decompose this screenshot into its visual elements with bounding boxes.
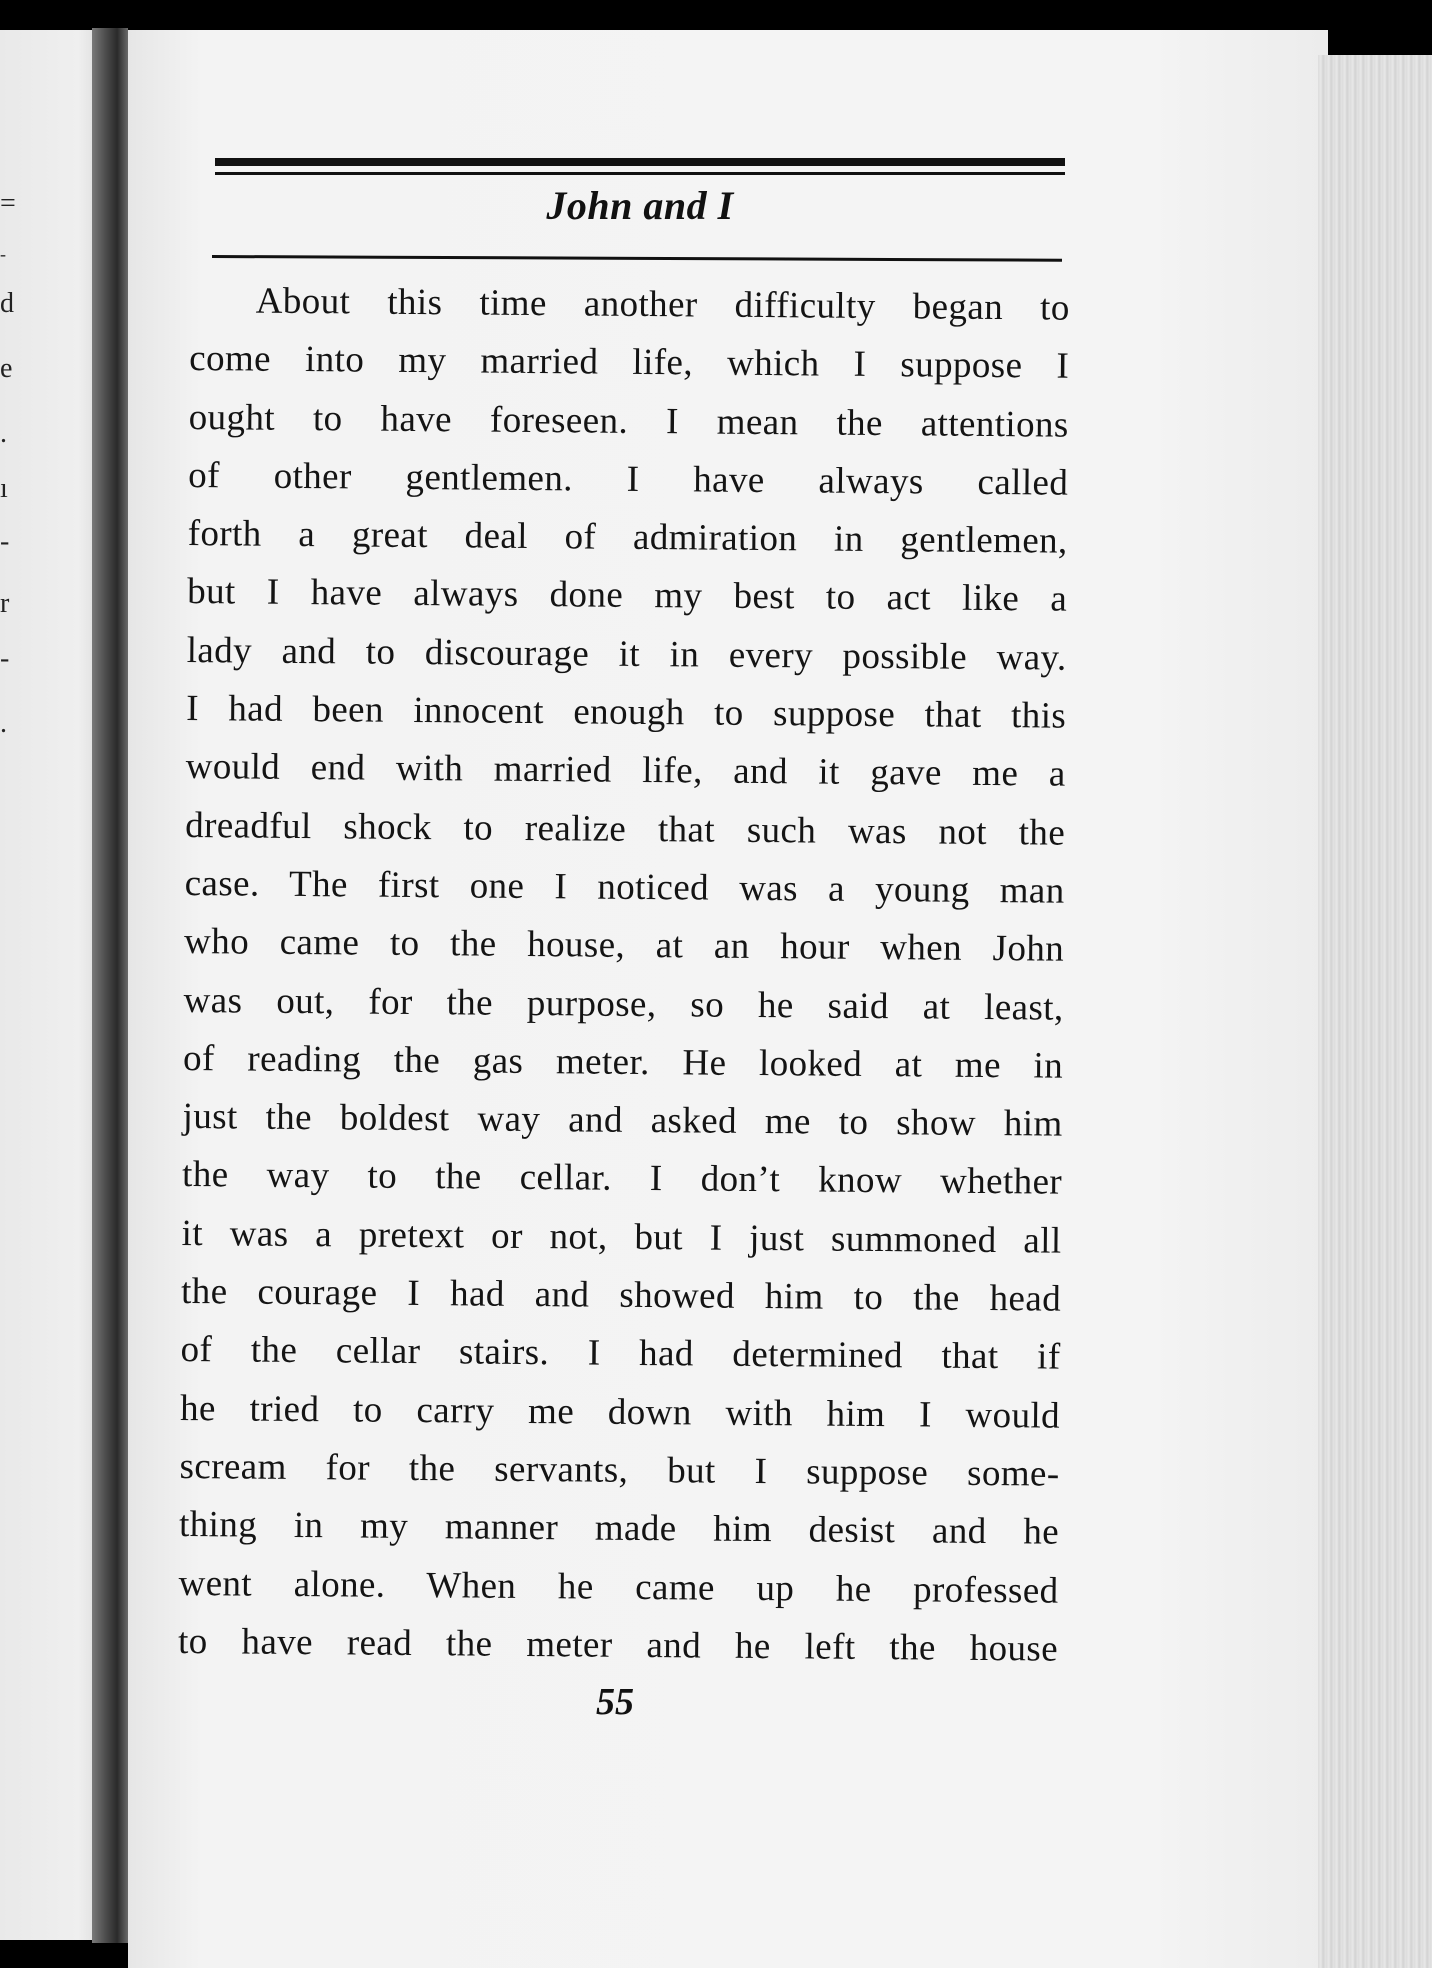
text-line: I had been innocent enough to suppose that this [186,688,1067,737]
left-page-glyph: r [0,588,10,619]
text-line: the way to the cellar. I don’t know whether [181,1154,1063,1204]
text-line: of the cellar stairs. I had determined that if [180,1329,1061,1378]
page-number: 55 [596,1681,634,1723]
left-page-glyph: - [0,244,6,264]
header-rule-thin [215,172,1065,175]
text-line: ought to have foreseen. I mean the attentions [188,396,1069,446]
text-line: who came to the house, at an hour when John [183,921,1065,970]
text-line: forth a great deal of admiration in gentlemen, [187,513,1068,562]
running-title: John and I [546,183,734,228]
header-rule-thick [215,158,1065,166]
left-page-glyph: . [0,708,7,739]
left-page-glyph: = [0,188,16,219]
text-line: he tried to carry me down with him I would [179,1387,1061,1437]
text-line: lady and to discourage it in every possible way. [186,629,1067,679]
text-line: About this time another difficulty began to [255,280,1070,329]
text-line: case. The first one I noticed was a young man [184,862,1065,912]
text-line: of other gentlemen. I have always called [188,454,1069,504]
text-line: to have read the meter and he left the house [177,1620,1059,1670]
book-gutter [92,28,128,1943]
text-line: went alone. When he came up he professed [178,1562,1059,1612]
left-page-glyph: - [0,526,10,557]
left-page-glyph: ı [0,473,8,504]
text-line: the courage I had and showed him to the head [180,1271,1062,1320]
text-line: of reading the gas meter. He looked at me in [182,1037,1064,1087]
text-line: just the boldest way and asked me to show him [182,1096,1063,1145]
text-line: but I have always done my best to act like a [187,571,1068,621]
text-line: dreadful shock to realize that such was not the [184,804,1066,854]
page-stack-edge [1318,55,1432,1968]
text-line: thing in my manner made him desist and he [178,1504,1060,1553]
left-page-glyph: - [0,643,10,674]
left-page-glyph: d [0,288,14,319]
body-text [178,272,1070,1679]
text-line: scream for the servants, but I suppose some- [179,1445,1060,1495]
scan-top-border [0,0,1432,32]
text-line: come into my married life, which I suppose I [189,338,1070,387]
left-page-glyph: . [0,418,7,449]
text-line: would end with married life, and it gave me a [185,746,1066,796]
text-line: it was a pretext or not, but I just summoned all [181,1212,1062,1262]
text-line: was out, for the purpose, so he said at least, [183,979,1064,1029]
left-page-glyph: e [0,353,13,384]
